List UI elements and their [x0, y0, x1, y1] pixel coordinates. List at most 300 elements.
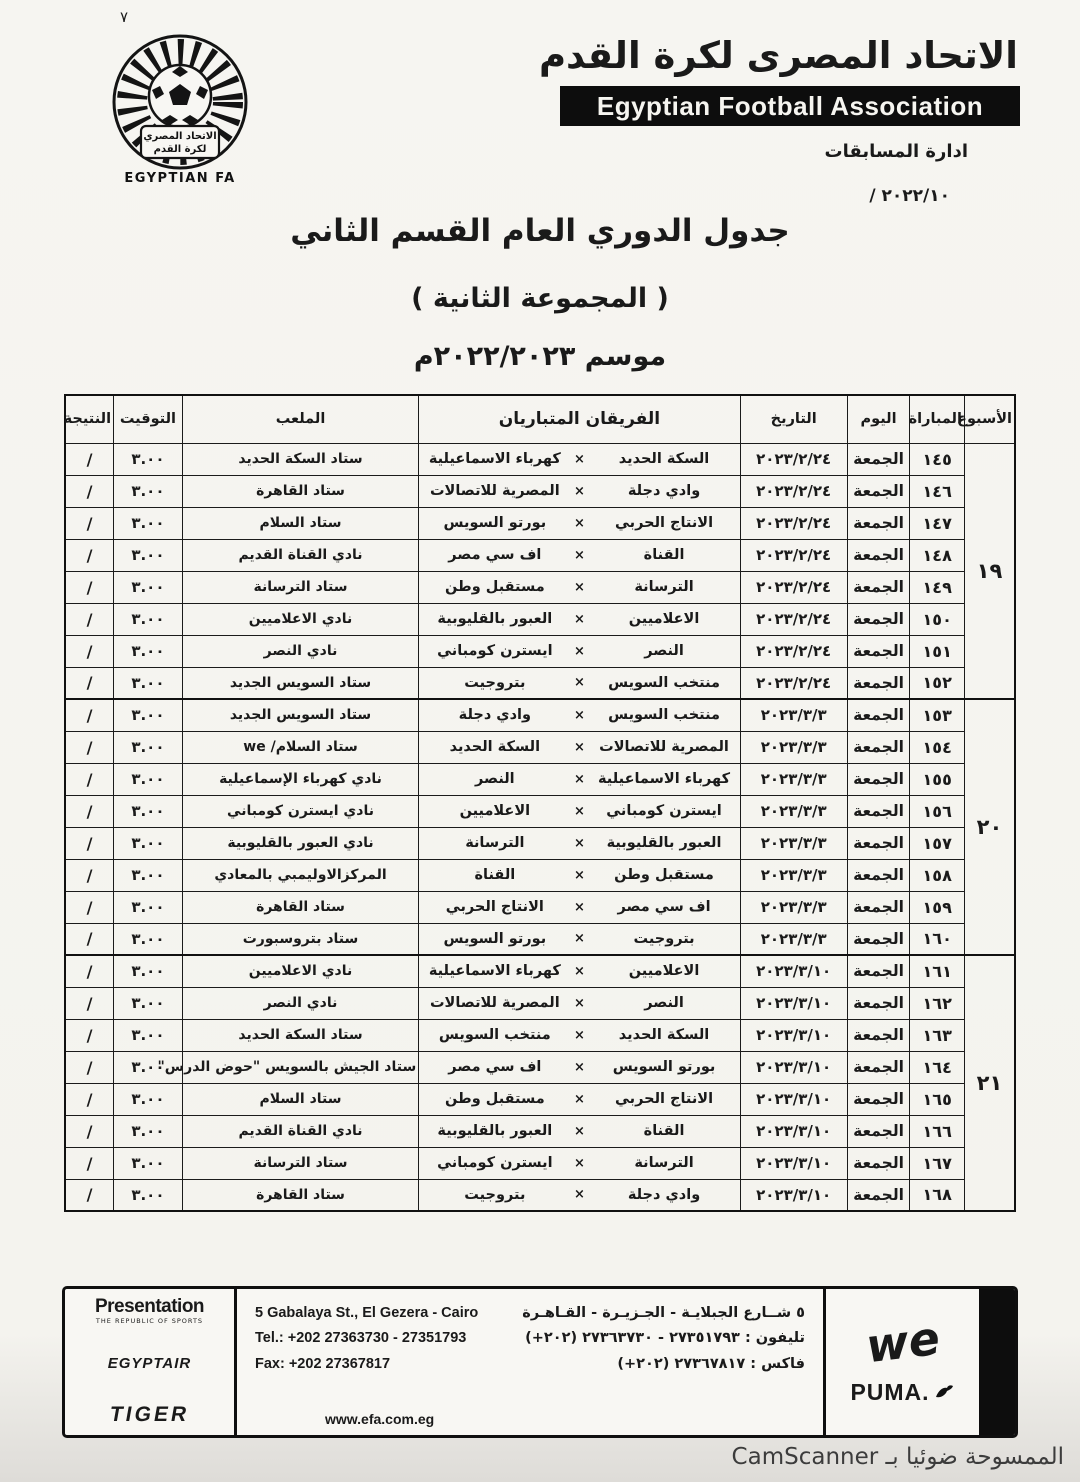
away-team: منتخب السويس	[438, 1027, 551, 1043]
match-date: ٢٠٢٣/٣/٣	[740, 731, 847, 763]
stadium: نادي ايسترن كومباني	[182, 795, 418, 827]
result: /	[65, 923, 114, 955]
away-team: النصر	[475, 771, 515, 787]
home-team: الاعلاميين	[628, 963, 700, 980]
kickoff-time: ٣.٠٠	[114, 571, 183, 603]
match-number: ١٦٣	[910, 1019, 965, 1051]
stadium: ستاد الترسانة	[182, 571, 418, 603]
match-date: ٢٠٢٣/٣/٣	[740, 859, 847, 891]
stadium: نادي العبور بالقليوبية	[182, 827, 418, 859]
match-number: ١٤٩	[910, 571, 965, 603]
org-title-arabic: الاتحاد المصرى لكرة القدم	[538, 34, 1018, 77]
vs-symbol: ×	[573, 803, 585, 819]
match-date: ٢٠٢٣/٣/١٠	[740, 1051, 847, 1083]
address-en-line: Fax: +202 27367817	[255, 1355, 391, 1372]
stadium: ستاد السلام	[182, 507, 418, 539]
match-date: ٢٠٢٣/٣/١٠	[740, 955, 847, 987]
stadium: نادي الاعلاميين	[182, 955, 418, 987]
away-team: ايسترن كومباني	[437, 643, 553, 659]
match-date: ٢٠٢٣/٢/٢٤	[740, 603, 847, 635]
match-number: ١٥١	[910, 635, 965, 667]
teams-cell	[419, 923, 740, 955]
kickoff-time: ٣.٠٠	[114, 891, 183, 923]
match-number: ١٦٤	[910, 1051, 965, 1083]
teams-cell	[419, 731, 740, 763]
stadium: ستاد السلام/ we	[182, 731, 418, 763]
result: /	[65, 1115, 114, 1147]
match-date: ٢٠٢٣/٣/٣	[740, 795, 847, 827]
stadium: ستاد القاهرة	[182, 891, 418, 923]
match-row	[65, 1115, 1015, 1147]
match-number: ١٦٠	[910, 923, 965, 955]
away-team: الانتاج الحربي	[445, 899, 544, 915]
match-date: ٢٠٢٣/٢/٢٤	[740, 667, 847, 699]
home-team: وادي دجلة	[627, 1186, 701, 1203]
match-row	[65, 1051, 1015, 1083]
teams-cell	[419, 1051, 740, 1083]
match-row	[65, 539, 1015, 571]
vs-symbol: ×	[573, 995, 585, 1011]
season-subtitle: موسم ٢٠٢٢/٢٠٢٣م	[413, 341, 667, 372]
match-day: الجمعة	[847, 603, 910, 635]
away-team: المصرية للاتصالات	[429, 483, 560, 499]
kickoff-time: ٣.٠٠	[114, 443, 183, 475]
result: /	[65, 731, 114, 763]
col-time: التوقيت	[114, 395, 183, 443]
vs-symbol: ×	[573, 675, 585, 691]
stadium: ستاد القاهرة	[182, 475, 418, 507]
home-team: النصر	[644, 995, 684, 1011]
result: /	[65, 539, 114, 571]
address-ar-line: تليفون : ٢٧٣٥١٧٩٣ - ٢٧٣٦٣٧٣٠ (٢٠٢+)	[525, 1330, 805, 1347]
match-day: الجمعة	[847, 507, 910, 539]
match-date: ٢٠٢٣/٢/٢٤	[740, 443, 847, 475]
away-team: بورتو السويس	[443, 930, 547, 947]
match-date: ٢٠٢٣/٢/٢٤	[740, 475, 847, 507]
col-teams: الفريقان المتباريان	[419, 395, 740, 443]
camscanner-note: الممسوحة ضوئيا بـ CamScanner	[731, 1444, 1064, 1470]
col-week: الأسبوع	[964, 395, 1015, 443]
vs-symbol: ×	[573, 579, 585, 595]
teams-cell	[419, 1083, 740, 1115]
teams-cell	[419, 571, 740, 603]
teams-cell	[419, 603, 740, 635]
sponsor-logos-right	[823, 1289, 1015, 1435]
match-day: الجمعة	[847, 923, 910, 955]
col-date: التاريخ	[740, 395, 847, 443]
home-team: منتخب السويس	[608, 707, 720, 724]
away-team: كهرباء الاسماعيلية	[428, 451, 561, 467]
footer-sponsor-bar	[62, 1286, 1018, 1438]
teams-cell	[419, 955, 740, 987]
sponsor-logos-left	[65, 1289, 237, 1435]
stadium: ستاد الجيش بالسويس "حوض الدرس"	[182, 1051, 418, 1083]
kickoff-time: ٣.٠٠	[114, 1083, 183, 1115]
home-team: السكة الحديد	[618, 451, 710, 467]
home-team: النصر	[644, 643, 684, 659]
kickoff-time: ٣.٠٠	[114, 635, 183, 667]
match-number: ١٦٧	[910, 1147, 965, 1179]
away-team: بتروجيت	[464, 1186, 526, 1203]
footer-black-strip	[979, 1289, 1015, 1435]
kickoff-time: ٣.٠٠	[114, 1115, 183, 1147]
match-row	[65, 1179, 1015, 1211]
teams-cell	[419, 1115, 740, 1147]
col-match: المباراة	[910, 395, 965, 443]
match-day: الجمعة	[847, 571, 910, 603]
stadium: نادي الاعلاميين	[182, 603, 418, 635]
match-date: ٢٠٢٣/٢/٢٤	[740, 539, 847, 571]
match-day: الجمعة	[847, 731, 910, 763]
home-team: بتروجيت	[633, 930, 695, 947]
match-day: الجمعة	[847, 859, 910, 891]
puma-cat-icon	[935, 1384, 955, 1400]
teams-cell	[419, 1019, 740, 1051]
away-team: ايسترن كومباني	[437, 1155, 553, 1171]
address-en-line: 5 Gabalaya St., El Gezera - Cairo	[255, 1305, 479, 1321]
match-day: الجمعة	[847, 667, 910, 699]
result: /	[65, 1179, 114, 1211]
vs-symbol: ×	[573, 963, 585, 979]
document-date: ٢٠٢٢/١٠ /	[869, 186, 950, 206]
away-team: المصرية للاتصالات	[429, 995, 560, 1011]
match-row	[65, 507, 1015, 539]
match-date: ٢٠٢٣/٣/١٠	[740, 987, 847, 1019]
match-number: ١٦٢	[910, 987, 965, 1019]
away-team: اف سي مصر	[448, 1059, 542, 1075]
stadium: ستاد السلام	[182, 1083, 418, 1115]
match-day: الجمعة	[847, 987, 910, 1019]
kickoff-time: ٣.٠٠	[114, 1147, 183, 1179]
match-number: ١٥٣	[910, 699, 965, 731]
match-day: الجمعة	[847, 1051, 910, 1083]
teams-cell	[419, 507, 740, 539]
home-team: مستقبل وطن	[614, 867, 714, 883]
kickoff-time: ٣.٠٠	[114, 987, 183, 1019]
result: /	[65, 635, 114, 667]
kickoff-time: ٣.٠٠	[114, 539, 183, 571]
match-row	[65, 667, 1015, 699]
match-number: ١٥٢	[910, 667, 965, 699]
vs-symbol: ×	[573, 643, 585, 659]
away-team: بورتو السويس	[443, 515, 547, 531]
kickoff-time: ٣.٠٠	[114, 1051, 183, 1083]
home-team: السكة الحديد	[618, 1027, 710, 1043]
group-subtitle: ( المجموعة الثانية )	[411, 283, 669, 314]
kickoff-time: ٣.٠٠	[114, 667, 183, 699]
kickoff-time: ٣.٠٠	[114, 699, 183, 731]
vs-symbol: ×	[573, 1187, 585, 1203]
result: /	[65, 1019, 114, 1051]
match-date: ٢٠٢٣/٣/١٠	[740, 1083, 847, 1115]
table-header-row	[65, 395, 1015, 443]
match-row	[65, 955, 1015, 987]
org-title-english-bar	[560, 86, 1020, 126]
away-team: العبور بالقليوبية	[437, 1123, 553, 1139]
kickoff-time: ٣.٠٠	[114, 603, 183, 635]
match-date: ٢٠٢٣/٣/٣	[740, 891, 847, 923]
result: /	[65, 859, 114, 891]
match-number: ١٥٧	[910, 827, 965, 859]
match-number: ١٥٥	[910, 763, 965, 795]
match-day: الجمعة	[847, 635, 910, 667]
result: /	[65, 667, 114, 699]
match-row	[65, 827, 1015, 859]
match-row	[65, 475, 1015, 507]
vs-symbol: ×	[573, 867, 585, 883]
we-telecom-logo: we	[862, 1310, 943, 1373]
match-row	[65, 987, 1015, 1019]
week-number: ١٩	[964, 443, 1015, 699]
vs-symbol: ×	[573, 1059, 585, 1075]
result: /	[65, 571, 114, 603]
teams-cell	[419, 539, 740, 571]
org-title-english: Egyptian Football Association	[596, 90, 984, 121]
kickoff-time: ٣.٠٠	[114, 507, 183, 539]
match-day: الجمعة	[847, 1147, 910, 1179]
vs-symbol: ×	[573, 1123, 585, 1139]
home-team: اف سي مصر	[617, 899, 711, 915]
stadium: ستاد السكة الحديد	[182, 443, 418, 475]
home-team: القناة	[643, 547, 685, 563]
stadium: ستاد السويس الجديد	[182, 699, 418, 731]
away-team: الترسانة	[465, 835, 525, 851]
match-day: الجمعة	[847, 891, 910, 923]
match-day: الجمعة	[847, 1083, 910, 1115]
kickoff-time: ٣.٠٠	[114, 763, 183, 795]
away-team: بتروجيت	[464, 674, 526, 691]
home-team: ايسترن كومباني	[606, 803, 722, 819]
match-date: ٢٠٢٣/٣/١٠	[740, 1179, 847, 1211]
teams-cell	[419, 667, 740, 699]
away-team: كهرباء الاسماعيلية	[428, 963, 561, 980]
col-result: النتيجة	[65, 395, 114, 443]
week-number: ٢٠	[964, 699, 1015, 955]
away-team: وادي دجلة	[458, 707, 532, 724]
match-row	[65, 603, 1015, 635]
kickoff-time: ٣.٠٠	[114, 475, 183, 507]
website-url: www.efa.com.eg	[325, 1411, 435, 1427]
match-number: ١٦٥	[910, 1083, 965, 1115]
tiger-logo: TIGER	[107, 1403, 192, 1426]
vs-symbol: ×	[573, 835, 585, 851]
teams-cell	[419, 827, 740, 859]
result: /	[65, 1147, 114, 1179]
teams-cell	[419, 1147, 740, 1179]
teams-cell	[419, 443, 740, 475]
stadium: ستاد القاهرة	[182, 1179, 418, 1211]
home-team: الاعلاميين	[628, 611, 700, 627]
vs-symbol: ×	[573, 1027, 585, 1043]
stadium: المركزالاوليمبي بالمعادي	[182, 859, 418, 891]
match-row	[65, 763, 1015, 795]
department-label: ادارة المسابقات	[824, 141, 968, 162]
match-number: ١٦١	[910, 955, 965, 987]
home-team: منتخب السويس	[608, 674, 720, 691]
kickoff-time: ٣.٠٠	[114, 1019, 183, 1051]
vs-symbol: ×	[573, 739, 585, 755]
away-team: مستقبل وطن	[444, 579, 545, 595]
match-day: الجمعة	[847, 1115, 910, 1147]
result: /	[65, 603, 114, 635]
away-team: الاعلاميين	[459, 803, 531, 819]
kickoff-time: ٣.٠٠	[114, 955, 183, 987]
match-row	[65, 731, 1015, 763]
stadium: ستاد بتروسبورت	[182, 923, 418, 955]
presentation-sports-logo: Presentation THE REPUBLIC OF SPORTS	[94, 1296, 205, 1325]
home-team: الانتاج الحربي	[614, 515, 714, 531]
vs-symbol: ×	[573, 611, 585, 627]
teams-cell	[419, 635, 740, 667]
kickoff-time: ٣.٠٠	[114, 923, 183, 955]
home-team: بورتو السويس	[612, 1059, 716, 1075]
logo-ribbon-line2: لكرة القدم	[153, 144, 207, 155]
stadium: نادي النصر	[182, 987, 418, 1019]
vs-symbol: ×	[573, 1155, 585, 1171]
match-number: ١٥٠	[910, 603, 965, 635]
match-row	[65, 891, 1015, 923]
vs-symbol: ×	[573, 451, 585, 467]
address-ar-line: ٥ شــارع الجبلايـة - الجـزيـرة - القـاهـرة	[522, 1305, 805, 1321]
home-team: القناة	[643, 1123, 685, 1139]
schedule-table-wrap	[64, 394, 1016, 1212]
col-stadium: الملعب	[182, 395, 418, 443]
match-day: الجمعة	[847, 955, 910, 987]
vs-symbol: ×	[573, 547, 585, 563]
stadium: ستاد السويس الجديد	[182, 667, 418, 699]
kickoff-time: ٣.٠٠	[114, 795, 183, 827]
kickoff-time: ٣.٠٠	[114, 859, 183, 891]
col-day: اليوم	[847, 395, 910, 443]
logo-caption: EGYPTIAN FA	[124, 171, 236, 186]
match-row	[65, 859, 1015, 891]
kickoff-time: ٣.٠٠	[114, 827, 183, 859]
match-date: ٢٠٢٣/٣/٣	[740, 827, 847, 859]
footer-address	[237, 1289, 823, 1435]
match-date: ٢٠٢٣/٣/٣	[740, 923, 847, 955]
stadium: ستاد السكة الحديد	[182, 1019, 418, 1051]
stadium: نادي القناة القديم	[182, 1115, 418, 1147]
kickoff-time: ٣.٠٠	[114, 1179, 183, 1211]
match-row	[65, 923, 1015, 955]
result: /	[65, 475, 114, 507]
away-team: اف سي مصر	[448, 547, 542, 563]
match-number: ١٤٥	[910, 443, 965, 475]
teams-cell	[419, 795, 740, 827]
match-day: الجمعة	[847, 763, 910, 795]
match-date: ٢٠٢٣/٣/٣	[740, 763, 847, 795]
match-number: ١٥٤	[910, 731, 965, 763]
away-team: مستقبل وطن	[444, 1091, 545, 1107]
result: /	[65, 699, 114, 731]
match-day: الجمعة	[847, 539, 910, 571]
teams-cell	[419, 475, 740, 507]
match-day: الجمعة	[847, 795, 910, 827]
home-team: كهرباء الاسماعيلية	[598, 771, 731, 787]
address-en-line: Tel.: +202 27363730 - 27351793	[255, 1330, 467, 1347]
match-number: ١٤٨	[910, 539, 965, 571]
match-day: الجمعة	[847, 699, 910, 731]
efa-logo	[92, 26, 264, 198]
home-team: الترسانة	[634, 579, 694, 595]
home-team: وادي دجلة	[627, 483, 701, 499]
vs-symbol: ×	[573, 483, 585, 499]
stadium: نادي كهرباء الإسماعيلية	[182, 763, 418, 795]
match-row	[65, 571, 1015, 603]
match-row	[65, 443, 1015, 475]
match-row	[65, 795, 1015, 827]
match-day: الجمعة	[847, 1019, 910, 1051]
stadium: نادي القناة القديم	[182, 539, 418, 571]
teams-cell	[419, 699, 740, 731]
match-row	[65, 1083, 1015, 1115]
match-day: الجمعة	[847, 1179, 910, 1211]
page-number: ٧	[120, 8, 129, 26]
result: /	[65, 827, 114, 859]
match-row	[65, 1147, 1015, 1179]
vs-symbol: ×	[573, 899, 585, 915]
result: /	[65, 955, 114, 987]
result: /	[65, 1051, 114, 1083]
vs-symbol: ×	[573, 707, 585, 723]
vs-symbol: ×	[573, 771, 585, 787]
match-date: ٢٠٢٣/٣/١٠	[740, 1019, 847, 1051]
match-day: الجمعة	[847, 443, 910, 475]
document-title: جدول الدوري العام القسم الثاني	[290, 213, 790, 249]
result: /	[65, 763, 114, 795]
match-day: الجمعة	[847, 827, 910, 859]
result: /	[65, 987, 114, 1019]
teams-cell	[419, 763, 740, 795]
result: /	[65, 891, 114, 923]
match-date: ٢٠٢٣/٣/١٠	[740, 1147, 847, 1179]
match-date: ٢٠٢٣/٢/٢٤	[740, 507, 847, 539]
egyptair-logo: EGYPTAIR	[107, 1355, 192, 1373]
teams-cell	[419, 859, 740, 891]
efa-logo-emblem	[92, 26, 264, 194]
match-row	[65, 635, 1015, 667]
week-number: ٢١	[964, 955, 1015, 1211]
teams-cell	[419, 987, 740, 1019]
away-team: العبور بالقليوبية	[437, 611, 553, 627]
match-date: ٢٠٢٣/٣/١٠	[740, 1115, 847, 1147]
vs-symbol: ×	[573, 1091, 585, 1107]
teams-cell	[419, 1179, 740, 1211]
vs-symbol: ×	[573, 931, 585, 947]
away-team: القناة	[474, 867, 516, 883]
address-arabic	[522, 1301, 805, 1377]
home-team: المصرية للاتصالات	[599, 739, 729, 755]
match-number: ١٦٨	[910, 1179, 965, 1211]
address-ar-line: فاكس : ٢٧٣٦٧٨١٧ (٢٠٢+)	[617, 1355, 805, 1372]
teams-cell	[419, 891, 740, 923]
puma-logo: PUMA.	[850, 1379, 954, 1406]
match-row	[65, 699, 1015, 731]
match-row	[65, 1019, 1015, 1051]
kickoff-time: ٣.٠٠	[114, 731, 183, 763]
match-number: ١٤٦	[910, 475, 965, 507]
match-date: ٢٠٢٣/٢/٢٤	[740, 571, 847, 603]
stadium: نادي النصر	[182, 635, 418, 667]
result: /	[65, 507, 114, 539]
home-team: الانتاج الحربي	[614, 1091, 714, 1107]
match-day: الجمعة	[847, 475, 910, 507]
home-team: الترسانة	[634, 1155, 694, 1171]
match-number: ١٥٦	[910, 795, 965, 827]
match-number: ١٤٧	[910, 507, 965, 539]
vs-symbol: ×	[573, 515, 585, 531]
match-date: ٢٠٢٣/٢/٢٤	[740, 635, 847, 667]
